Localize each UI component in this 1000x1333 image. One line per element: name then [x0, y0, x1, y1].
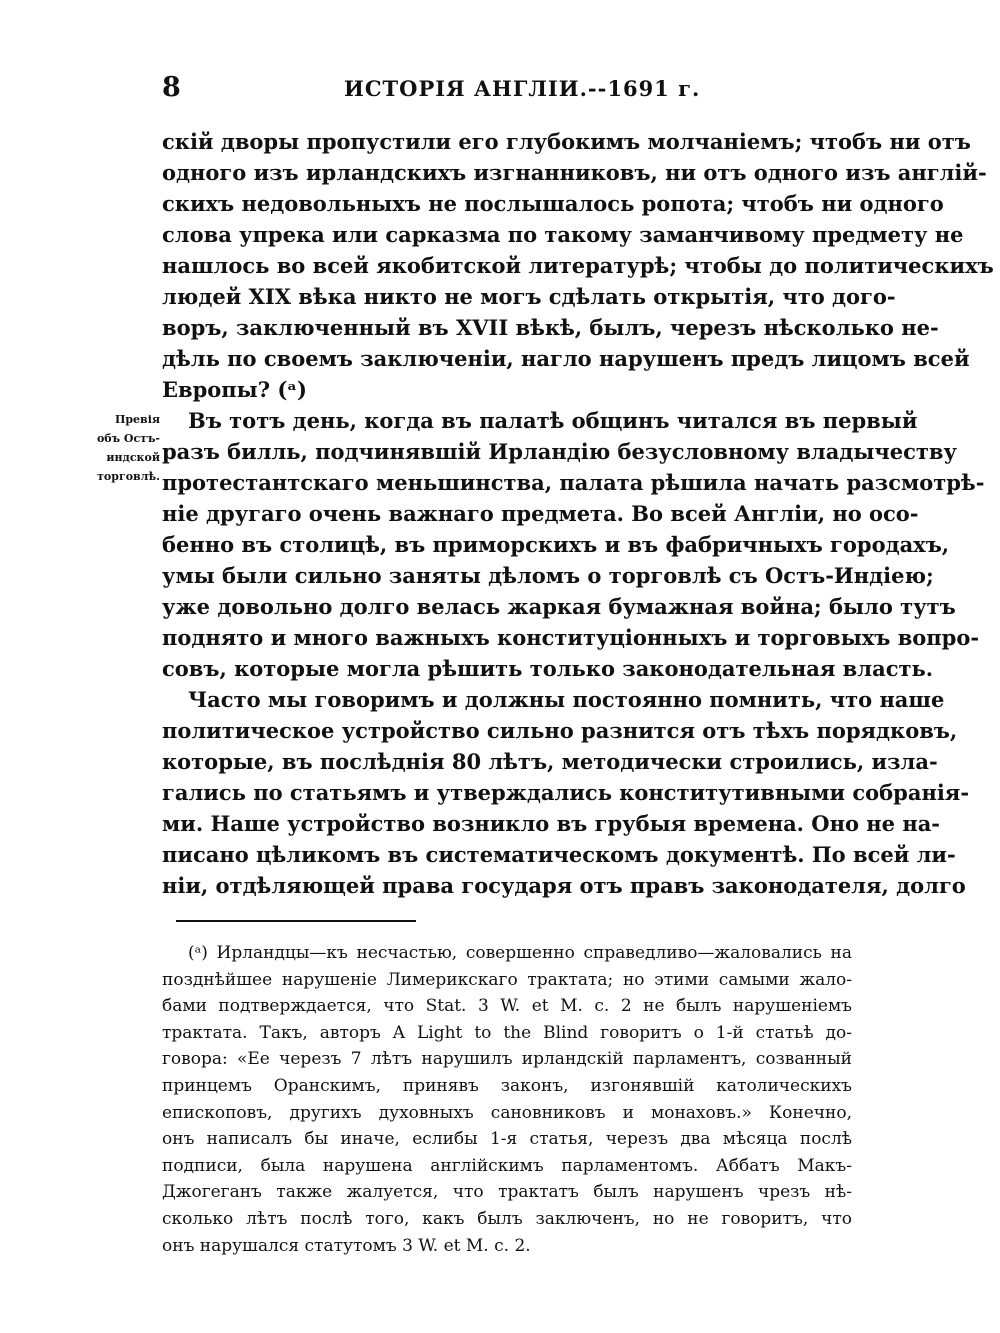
footnote-line: онъ нарушался статутомъ 3 W. et M. c. 2. [162, 1235, 531, 1256]
margin-note [92, 410, 160, 486]
footnote-line: трактата. Такъ, авторъ A Light to the Blind говоритъ о 1-й статьѣ до- [162, 1022, 852, 1043]
body-line: политическое устройство сильно разнится отъ тѣхъ порядковъ, [162, 718, 958, 743]
body-line: нашлось во всей якобитской литературѣ; чтобы до политическихъ [162, 253, 994, 278]
body-line: воръ, заключенный въ XVII вѣкѣ, былъ, черезъ нѣсколько не- [162, 315, 939, 340]
footnote-line: онъ написалъ бы иначе, еслибы 1-я статья, черезъ два мѣсяца послѣ [162, 1129, 852, 1150]
paragraph-start: Часто мы говоримъ и должны постоянно помнить, что наше [188, 687, 945, 712]
body-line: уже довольно долго велась жаркая бумажная война; было тутъ [162, 594, 956, 619]
body-line: людей XIX вѣка никто не могъ сдѣлать открытія, что дого- [162, 284, 896, 309]
body-line: бенно въ столицѣ, въ приморскихъ и въ фабричныхъ городахъ, [162, 532, 950, 557]
footnote-line: (ᵃ) Ирландцы—къ несчастью, совершенно справедливо—жаловались на [188, 943, 852, 963]
body-line: писано цѣликомъ въ систематическомъ документѣ. По всей ли- [162, 842, 956, 867]
body-line: ніи, отдѣляющей права государя отъ правъ законодателя, долго [162, 873, 966, 898]
body-line: Европы? (ᵃ) [162, 377, 307, 402]
body-line: дѣль по своемъ заключеніи, нагло нарушенъ предъ лицомъ всей [162, 346, 970, 371]
running-head: ИСТОРІЯ АНГЛІИ.--1691 г. [344, 76, 701, 101]
body-line: скихъ недовольныхъ не послышалось ропота; чтобъ ни одного [162, 191, 944, 216]
footnote-line: говора: «Ее черезъ 7 лѣтъ нарушилъ ирландскій парламентъ, созванный [162, 1049, 852, 1070]
footnote-line: подписи, была нарушена англійскимъ парламентомъ. Аббатъ Макъ- [162, 1155, 852, 1176]
footnote-line: бами подтверждается, что Stat. 3 W. et M. c. 2 не былъ нарушеніемъ [162, 996, 852, 1017]
body-line: протестантскаго меньшинства, палата рѣшила начать разсмотрѣ- [162, 470, 985, 495]
footnote-line: сколько лѣтъ послѣ того, какъ былъ заключенъ, но не говоритъ, что [162, 1208, 852, 1229]
footnote-line: принцемъ Оранскимъ, принявъ законъ, изгонявшій католическихъ [162, 1075, 852, 1096]
paragraph-start: Въ тотъ день, когда въ палатѣ общинъ читался въ первый [188, 408, 918, 433]
footnote-line: позднѣйшее нарушеніе Лимерикскаго трактата; но этими самыми жало- [162, 969, 852, 990]
body-line: гались по статьямъ и утверждались конститутивными собранія- [162, 780, 970, 805]
body-line: поднято и много важныхъ конституціонныхъ и торговыхъ вопро- [162, 625, 980, 650]
body-line: одного изъ ирландскихъ изгнанниковъ, ни отъ одного изъ англій- [162, 160, 987, 185]
body-line: ми. Наше устройство возникло въ грубыя времена. Оно не на- [162, 811, 941, 836]
margin-note-line: индской [106, 451, 160, 464]
margin-note-line: объ Остъ- [96, 432, 160, 445]
footnote-line: Джогеганъ также жалуется, что трактатъ былъ нарушенъ чрезъ нѣ- [162, 1182, 852, 1203]
body-line: которые, въ послѣднія 80 лѣтъ, методически строились, изла- [162, 749, 938, 774]
body-line: слова упрека или сарказма по такому заманчивому предмету не [162, 222, 964, 247]
main-text [162, 126, 994, 901]
footnote-rule [176, 920, 416, 922]
body-line: ніе другаго очень важнаго предмета. Во всей Англіи, но осо- [162, 501, 919, 526]
body-line: умы были сильно заняты дѣломъ о торговлѣ съ Остъ-Индіею; [162, 563, 934, 588]
margin-note-line: торговлѣ. [97, 470, 160, 483]
footnote-line: епископовъ, другихъ духовныхъ сановниковъ и монаховъ.» Конечно, [162, 1102, 852, 1123]
margin-note-line: Превія [114, 413, 160, 426]
body-line: совъ, которые могла рѣшить только законодательная власть. [162, 656, 934, 681]
body-line: разъ билль, подчинявшій Ирландію безусловному владычеству [162, 439, 957, 464]
body-line: скій дворы пропустили его глубокимъ молчаніемъ; чтобъ ни отъ [162, 129, 971, 154]
footnote [162, 940, 852, 1259]
page-header [162, 72, 852, 108]
page-number: 8 [162, 72, 181, 103]
